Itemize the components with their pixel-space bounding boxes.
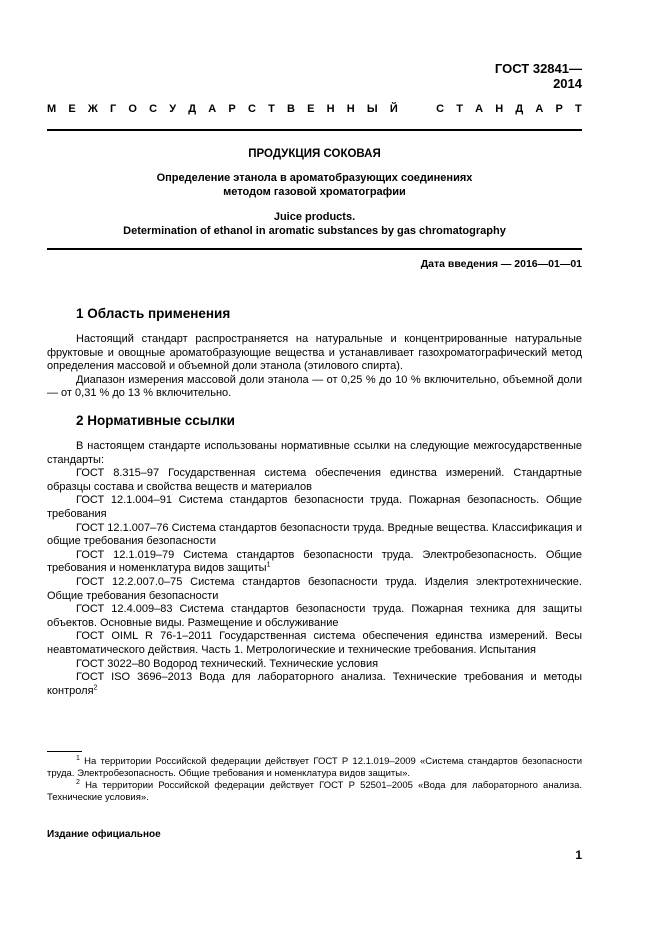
banner-letter: О [128, 103, 137, 115]
footnote-separator [47, 751, 82, 752]
banner-letter: А [475, 103, 484, 115]
banner-letter: У [169, 103, 177, 115]
reference-text: ГОСТ ISO 3696–2013 Вода для лабораторного анализа. Технические требования и методы контроля [47, 671, 582, 697]
section-2-body [47, 440, 582, 698]
banner-letter: А [208, 103, 217, 115]
banner-letter: Ы [366, 103, 378, 115]
reference-item: ГОСТ 3022–80 Водород технический. Технические условия [76, 657, 379, 670]
banner-letter: Н [346, 103, 355, 115]
standard-code: ГОСТ 32841—2014 [494, 61, 582, 91]
footnote-2 [47, 780, 582, 804]
section-2-heading: 2 Нормативные ссылки [76, 413, 235, 428]
banner-letter: Г [109, 103, 117, 115]
banner-letter: Е [307, 103, 315, 115]
footnote-2-text: На территории Российской федерации действует ГОСТ Р 52501–2005 «Вода для лабораторного анализа. Технические условия». [47, 780, 582, 803]
reference-item: ГОСТ 12.1.007–76 Система стандартов безопасности труда. Вредные вещества. Классификация и общие требования безопасности [47, 521, 582, 548]
banner-letter: Т [575, 103, 582, 115]
reference-item: ГОСТ 12.2.007.0–75 Система стандартов безопасности труда. Изделия электротехнические. Общие требования безопасности [47, 575, 582, 602]
footnote-marker[interactable]: 1 [266, 561, 271, 569]
reference-item [47, 671, 582, 698]
reference-item: ГОСТ OIML R 76-1–2011 Государственная система обеспечения единства измерений. Весы неавтоматического действия. Часть 1. Метрологические и технические требования. Испытания [47, 630, 582, 656]
section-1-paragraph-2: Диапазон измерения массовой доли этанола — от 0,25 % до 10 % включительно, объемной доли — от 0,31 % до 13 % включительно. [47, 373, 582, 400]
document-subtitle-line1: Определение этанола в ароматобразующих соединениях [156, 172, 473, 184]
banner-letter: Н [495, 103, 504, 115]
section-1-heading: 1 Область применения [76, 306, 231, 321]
title-rule [47, 248, 582, 250]
banner-letter: Р [228, 103, 236, 115]
banner-letter: Е [68, 103, 76, 115]
banner-letter: М [47, 103, 57, 115]
interstate-standard-banner [47, 103, 582, 115]
reference-item [47, 549, 582, 576]
document-title: ПРОДУКЦИЯ СОКОВАЯ [248, 148, 381, 160]
footnote-1-text: На территории Российской федерации действует ГОСТ Р 12.1.019–2009 «Система стандартов безопасности труда. Электробезопасность. Общие требования и номенклатура видов защиты». [47, 756, 583, 779]
section-2-intro: В настоящем стандарте использованы нормативные ссылки на следующие межгосударственные стандарты: [47, 440, 582, 466]
section-1-paragraph-1: Настоящий стандарт распространяется на натуральные и концентрированные натуральные фруктовые и овощные ароматобразующие вещества и устанавливает газохроматографический метод определения массовой и объемной доли этанола (этилового спирта). [47, 333, 582, 373]
banner-letter: Д [515, 103, 524, 115]
banner-gap [410, 103, 424, 115]
english-title-line2: Determination of ethanol in aromatic substances by gas chromatography [123, 225, 506, 237]
banner-letter: Н [326, 103, 335, 115]
document-subtitle-line2: методом газовой хроматографии [223, 186, 406, 198]
footnote-marker[interactable]: 2 [93, 684, 98, 692]
reference-item: ГОСТ 12.4.009–83 Система стандартов безопасности труда. Пожарная техника для защиты объектов. Основные виды. Размещение и обслуживание [47, 603, 582, 629]
banner-letter: Т [456, 103, 463, 115]
banner-letter: А [535, 103, 544, 115]
banner-letter: Д [188, 103, 197, 115]
banner-letter: Р [555, 103, 563, 115]
footnote-1-mark: 1 [76, 754, 80, 762]
banner-letter: В [286, 103, 295, 115]
footnotes [47, 756, 582, 804]
introduction-date: Дата введения — 2016—01—01 [420, 258, 582, 270]
banner-letter: Ж [87, 103, 98, 115]
reference-item: ГОСТ 12.1.004–91 Система стандартов безопасности труда. Пожарная безопасность. Общие требования [47, 494, 582, 520]
header-rule [47, 129, 582, 131]
english-title-line1: Juice products. [273, 211, 356, 223]
reference-text: ГОСТ 12.1.019–79 Система стандартов безопасности труда. Электробезопасность. Общие требования и номенклатура видов защиты [47, 548, 582, 575]
banner-letter: Т [268, 103, 275, 115]
section-1-body [47, 333, 582, 401]
banner-letter: С [247, 103, 256, 115]
banner-letter: С [436, 103, 445, 115]
banner-letter: С [149, 103, 158, 115]
official-edition-label: Издание официальное [47, 829, 161, 840]
banner-letter: Й [389, 103, 398, 115]
footnote-2-mark: 2 [76, 778, 80, 786]
page-number: 1 [575, 848, 582, 862]
reference-item: ГОСТ 8.315–97 Государственная система обеспечения единства измерений. Стандартные образцы состава и свойства веществ и материалов [47, 467, 582, 493]
footnote-1 [47, 756, 582, 780]
